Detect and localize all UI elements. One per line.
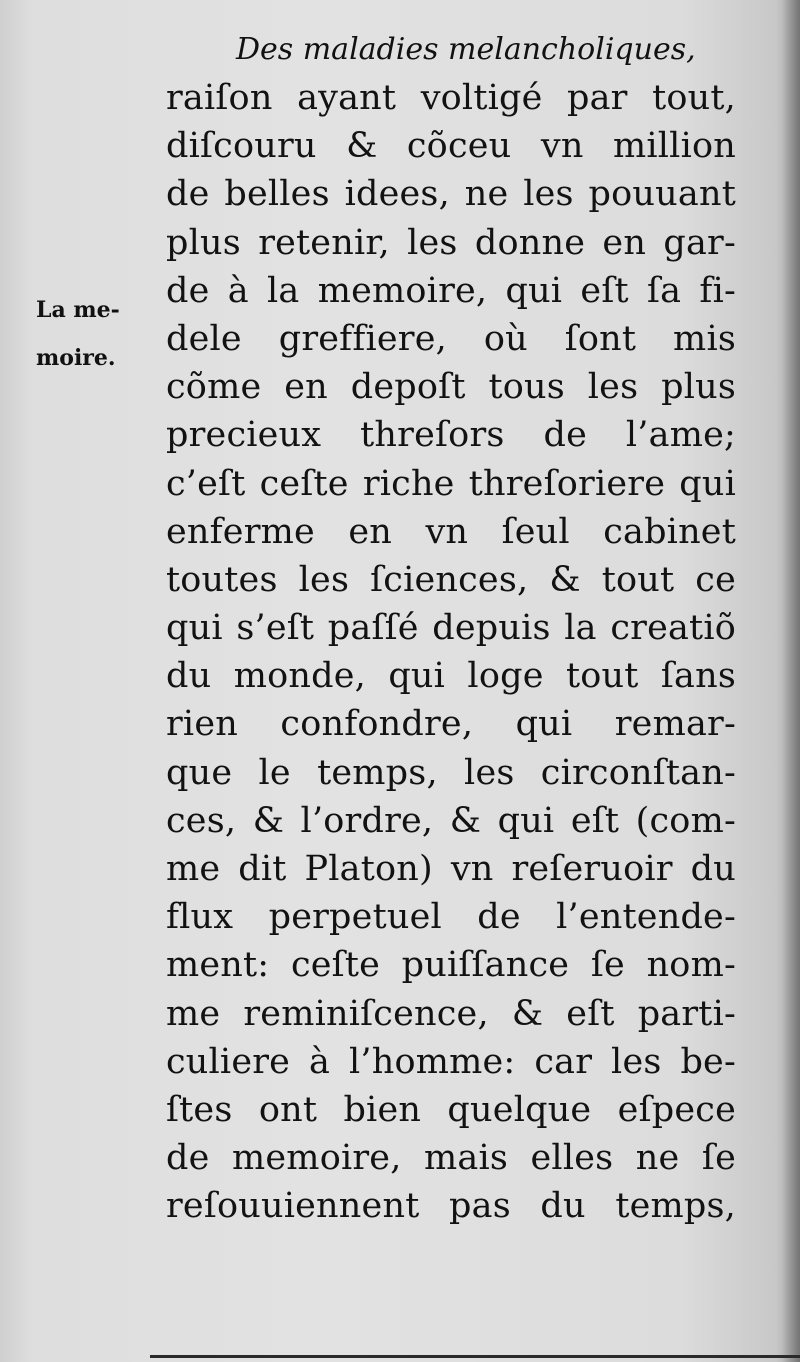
text-line: reſouuiennent pas du temps, bbox=[166, 1186, 736, 1227]
text-line: du monde, qui loge tout ſans bbox=[166, 656, 736, 697]
body-text bbox=[166, 74, 736, 1231]
text-line: ces, & l’ordre, & qui eſt (com- bbox=[166, 800, 736, 841]
marginal-note bbox=[36, 286, 146, 382]
marginal-note-line-1: La me- bbox=[36, 297, 120, 323]
text-line: diſcouru & cõceu vn million bbox=[166, 126, 736, 167]
text-line: cõme en depoſt tous les plus bbox=[166, 367, 736, 408]
text-line: rien confondre, qui remar- bbox=[166, 704, 736, 745]
text-line: plus retenir, les donne en gar- bbox=[166, 222, 736, 263]
text-line: raiſon ayant voltigé par tout, bbox=[166, 78, 736, 118]
marginal-note-line-2: moire. bbox=[36, 345, 116, 371]
running-header: Des maladies melancholiques, bbox=[236, 32, 696, 67]
text-line: me reminiſcence, & eſt parti- bbox=[166, 993, 736, 1034]
text-line: toutes les ſciences, & tout ce bbox=[166, 559, 736, 600]
text-line: qui s’eſt paſſé depuis la creatiõ bbox=[166, 608, 736, 649]
text-line: que le temps, les circonſtan- bbox=[166, 752, 736, 793]
text-line: ment: ceſte puiſſance ſe nom- bbox=[166, 945, 736, 986]
text-line: me dit Platon) vn reſeruoir du bbox=[166, 849, 736, 889]
page-edge-shadow bbox=[782, 0, 800, 1362]
page-bottom-edge bbox=[150, 1355, 800, 1358]
text-line: c’eſt ceſte riche threſoriere qui bbox=[166, 463, 736, 504]
text-line: ſtes ont bien quelque eſpece bbox=[166, 1089, 736, 1130]
text-line: precieux threſors de l’ame; bbox=[166, 415, 736, 456]
text-line: de memoire, mais elles ne ſe bbox=[166, 1138, 736, 1179]
text-line: enferme en vn ſeul cabinet bbox=[166, 511, 736, 552]
text-line: de à la memoire, qui eſt ſa fi- bbox=[166, 270, 736, 311]
text-line: dele greffiere, où ſont mis bbox=[166, 318, 736, 359]
text-line: culiere à l’homme: car les be- bbox=[166, 1041, 736, 1082]
text-line: de belles idees, ne les pouuant bbox=[166, 174, 736, 215]
text-line: flux perpetuel de l’entende- bbox=[166, 897, 736, 938]
